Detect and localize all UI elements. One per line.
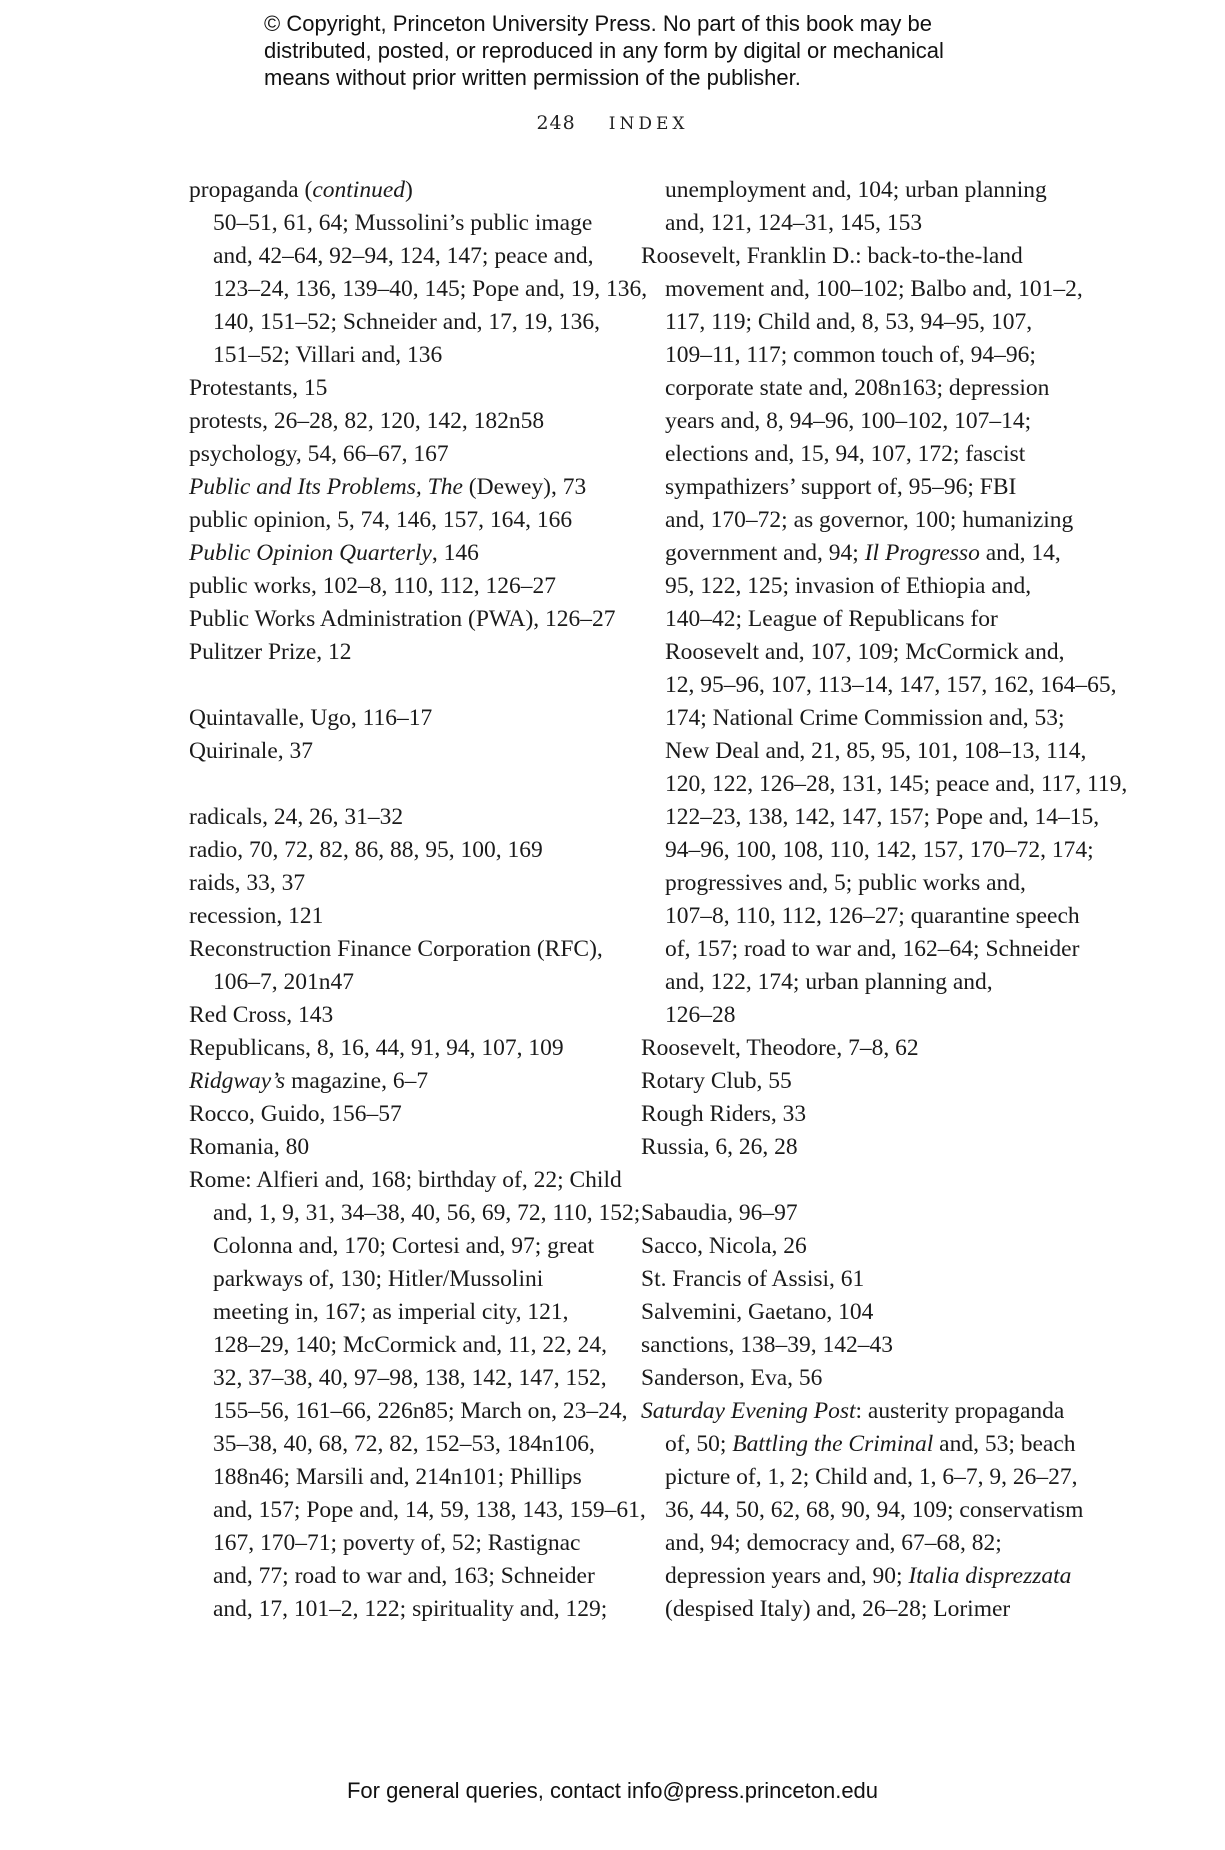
entry-text: government and, 94; — [665, 540, 865, 566]
entry-text: protests, 26–28, 82, 120, 142, 182n58 — [189, 408, 545, 434]
entry-text: public works, 102–8, 110, 112, 126–27 — [189, 573, 557, 599]
entry-text: 12, 95–96, 107, 113–14, 147, 157, 162, 164–65, — [665, 672, 1117, 698]
section-gap — [189, 669, 609, 702]
index-subentry-line — [641, 1560, 1072, 1593]
entry-text: 109–11, 117; common touch of, 94–96; — [665, 342, 1036, 368]
entry-text: 123–24, 136, 139–40, 145; Pope and, 19, 136, — [213, 276, 648, 302]
index-subentry-line — [189, 1296, 609, 1329]
entry-text: Sanderson, Eva, 56 — [641, 1365, 823, 1391]
index-subentry-line — [641, 1428, 1076, 1461]
index-entry — [189, 570, 609, 603]
entry-text: Salvemini, Gaetano, 104 — [641, 1299, 874, 1325]
entry-text: 151–52; Villari and, 136 — [213, 342, 443, 368]
entry-text: 155–56, 161–66, 226n85; March on, 23–24, — [213, 1398, 628, 1424]
index-entry — [641, 240, 1061, 273]
entry-text: 50–51, 61, 64; Mussolini’s public image — [213, 210, 593, 236]
index-entry — [189, 537, 609, 570]
index-entry — [189, 801, 609, 834]
entry-text: New Deal and, 21, 85, 95, 101, 108–13, 114, — [665, 738, 1087, 764]
entry-text: St. Francis of Assisi, 61 — [641, 1266, 865, 1292]
index-subentry-line — [641, 999, 1061, 1032]
index-subentry-line — [641, 603, 1061, 636]
index-subentry-line — [641, 966, 1061, 999]
copyright-line-3: means without prior written permission of the publisher. — [264, 65, 801, 90]
index-entry: propaganda (continued) — [189, 177, 413, 203]
entry-text: Rocco, Guido, 156–57 — [189, 1101, 402, 1127]
entry-text: sanctions, 138–39, 142–43 — [641, 1332, 893, 1358]
entry-text: Romania, 80 — [189, 1134, 310, 1160]
entry-text: and, 170–72; as governor, 100; humanizing — [665, 507, 1074, 533]
entry-text: 36, 44, 50, 62, 68, 90, 94, 109; conservatism — [665, 1497, 1084, 1523]
entry-text: magazine, 6–7 — [285, 1068, 429, 1094]
index-entry — [641, 1065, 1061, 1098]
entry-text: 122–23, 138, 142, 147, 157; Pope and, 14–15, — [665, 804, 1100, 830]
section-gap — [641, 1164, 1061, 1197]
index-subentry-line — [641, 702, 1065, 735]
entry-text: picture of, 1, 2; Child and, 1, 6–7, 9, 26–27, — [665, 1464, 1078, 1490]
index-subentry-line — [641, 900, 1080, 933]
index-subentry-line — [641, 438, 1061, 471]
index-subentry-line — [189, 1428, 609, 1461]
section-gap — [189, 768, 609, 801]
index-subentry-line — [641, 1494, 1084, 1527]
entry-text: and, 77; road to war and, 163; Schneider — [213, 1563, 595, 1589]
copyright-line-1: © Copyright, Princeton University Press. No part of this book may be — [264, 11, 932, 36]
continued-label: continued — [312, 177, 405, 203]
entry-text: and, 17, 101–2, 122; spirituality and, 129; — [213, 1596, 608, 1622]
index-subentry-line — [189, 1263, 609, 1296]
index-subentry-line — [189, 1362, 609, 1395]
entry-text: Rotary Club, 55 — [641, 1068, 792, 1094]
index-entry — [641, 1263, 1061, 1296]
index-subentry-line — [189, 273, 648, 306]
index-subentry-line — [189, 1560, 609, 1593]
index-subentry-line — [189, 339, 609, 372]
italic-title: Saturday Evening Post — [641, 1398, 856, 1424]
entry-text: and, 14, — [979, 540, 1061, 566]
index-entry — [641, 1098, 1061, 1131]
index-subentry-line — [641, 801, 1100, 834]
entry-text: : austerity propaganda — [855, 1398, 1065, 1424]
index-entry — [641, 1296, 1061, 1329]
entry-text: 32, 37–38, 40, 97–98, 138, 142, 147, 152, — [213, 1365, 607, 1391]
entry-text: (despised Italy) and, 26–28; Lorimer — [665, 1596, 1011, 1622]
index-subentry-line — [641, 405, 1061, 438]
index-subentry-line — [641, 207, 1061, 240]
index-subentry-line — [189, 1230, 609, 1263]
entry-text: 174; National Crime Commission and, 53; — [665, 705, 1065, 731]
index-subentry-line — [641, 933, 1080, 966]
entry-text: elections and, 15, 94, 107, 172; fascist — [665, 441, 1026, 467]
index-subentry-line — [641, 273, 1083, 306]
index-column-left — [189, 174, 648, 1626]
index-subentry-line — [641, 471, 1061, 504]
index-subentry-line — [641, 636, 1065, 669]
index-entry — [641, 1032, 1061, 1065]
index-entry — [189, 900, 609, 933]
entry-text: Roosevelt, Theodore, 7–8, 62 — [641, 1035, 919, 1061]
index-subentry-line — [641, 504, 1074, 537]
entry-text: 120, 122, 126–28, 131, 145; peace and, 117, 119, — [665, 771, 1128, 797]
page-number: 248 — [536, 112, 576, 134]
entry-text: Red Cross, 143 — [189, 1002, 334, 1028]
index-subentry-line — [641, 669, 1117, 702]
entry-text: Roosevelt and, 107, 109; McCormick and, — [665, 639, 1065, 665]
index-subentry-line — [189, 306, 609, 339]
index-subentry-line — [641, 174, 1061, 207]
index-subentry-line — [641, 867, 1061, 900]
copyright-line-2: distributed, posted, or reproduced in any form by digital or mechanical — [264, 38, 944, 63]
entry-text: (Dewey), 73 — [462, 474, 587, 500]
entry-text: parkways of, 130; Hitler/Mussolini — [213, 1266, 544, 1292]
index-entry — [189, 867, 609, 900]
entry-text: public opinion, 5, 74, 146, 157, 164, 166 — [189, 507, 573, 533]
index-subentry-line — [641, 1461, 1078, 1494]
index-entry — [641, 1131, 1061, 1164]
entry-text: and, 157; Pope and, 14, 59, 138, 143, 159–61, — [213, 1497, 646, 1523]
entry-text: corporate state and, 208n163; depression — [665, 375, 1050, 401]
entry-text: psychology, 54, 66–67, 167 — [189, 441, 449, 467]
entry-text: 167, 170–71; poverty of, 52; Rastignac — [213, 1530, 581, 1556]
entry-text: unemployment and, 104; urban planning — [665, 177, 1047, 203]
index-column-right — [641, 174, 1128, 1626]
entry-text: Colonna and, 170; Cortesi and, 97; great — [213, 1233, 595, 1259]
index-entry — [189, 1164, 622, 1197]
index-entry — [641, 1362, 1061, 1395]
entry-text: Reconstruction Finance Corporation (RFC), — [189, 936, 603, 962]
italic-title: Ridgway’s — [189, 1068, 286, 1094]
index-subentry-line — [641, 306, 1061, 339]
index-subentry-line — [189, 1329, 609, 1362]
index-entry — [641, 1230, 1061, 1263]
index-entry — [189, 372, 609, 405]
index-entry — [189, 438, 609, 471]
entry-text: Protestants, 15 — [189, 375, 328, 401]
index-subentry-line — [189, 1395, 628, 1428]
entry-text: 107–8, 110, 112, 126–27; quarantine speech — [665, 903, 1080, 929]
entry-text: and, 1, 9, 31, 34–38, 40, 56, 69, 72, 110, 152; — [213, 1200, 641, 1226]
entry-text: radio, 70, 72, 82, 86, 88, 95, 100, 169 — [189, 837, 543, 863]
index-entry — [189, 834, 609, 867]
entry-text: years and, 8, 94–96, 100–102, 107–14; — [665, 408, 1032, 434]
index-entry — [641, 1197, 1061, 1230]
italic-title: Battling the Criminal — [732, 1431, 934, 1457]
entry-text: and, 42–64, 92–94, 124, 147; peace and, — [213, 243, 594, 269]
index-subentry-line — [189, 1593, 609, 1626]
running-head — [0, 112, 1225, 134]
entry-text: movement and, 100–102; Balbo and, 101–2, — [665, 276, 1083, 302]
entry-text: meeting in, 167; as imperial city, 121, — [213, 1299, 569, 1325]
index-entry — [189, 933, 609, 966]
entry-text: and, 122, 174; urban planning and, — [665, 969, 993, 995]
entry-text: radicals, 24, 26, 31–32 — [189, 804, 404, 830]
index-subentry-line — [189, 240, 609, 273]
entry-text: Sacco, Nicola, 26 — [641, 1233, 807, 1259]
footer-contact: For general queries, contact info@press.princeton.edu — [346, 1778, 879, 1803]
index-entry — [189, 735, 609, 768]
entry-text: 117, 119; Child and, 8, 53, 94–95, 107, — [665, 309, 1033, 335]
entry-text: Russia, 6, 26, 28 — [641, 1134, 798, 1160]
entry-text: Pulitzer Prize, 12 — [189, 639, 352, 665]
index-subentry-line — [641, 834, 1094, 867]
entry-text: 188n46; Marsili and, 214n101; Phillips — [213, 1464, 582, 1490]
entry-text: and, 94; democracy and, 67–68, 82; — [665, 1530, 1002, 1556]
entry-text: 94–96, 100, 108, 110, 142, 157, 170–72, 174; — [665, 837, 1094, 863]
italic-title: Public Opinion Quarterly — [189, 540, 432, 566]
entry-term: propaganda — [189, 177, 299, 203]
entry-text: and, 53; beach — [933, 1431, 1076, 1457]
entry-text: Quirinale, 37 — [189, 738, 313, 764]
index-entry — [189, 1131, 609, 1164]
entry-text: 35–38, 40, 68, 72, 82, 152–53, 184n106, — [213, 1431, 595, 1457]
entry-text: progressives and, 5; public works and, — [665, 870, 1026, 896]
entry-text: Roosevelt, Franklin D.: back-to-the-land — [641, 243, 1023, 269]
index-entry — [189, 603, 616, 636]
index-entry — [641, 1395, 1065, 1428]
index-entry — [189, 702, 609, 735]
index-entry — [641, 1329, 1061, 1362]
index-entry — [189, 636, 609, 669]
entry-text: Quintavalle, Ugo, 116–17 — [189, 705, 433, 731]
italic-title: Il Progresso — [864, 540, 980, 566]
index-subentry-line — [189, 207, 609, 240]
index-subentry-line — [641, 735, 1087, 768]
entry-text: Rough Riders, 33 — [641, 1101, 807, 1127]
index-entry — [189, 504, 609, 537]
entry-text: 95, 122, 125; invasion of Ethiopia and, — [665, 573, 1032, 599]
entry-text: 128–29, 140; McCormick and, 11, 22, 24, — [213, 1332, 608, 1358]
entry-text: depression years and, 90; — [665, 1563, 909, 1589]
entry-text: Rome: Alfieri and, 168; birthday of, 22; Child — [189, 1167, 622, 1193]
entry-text: Public Works Administration (PWA), 126–27 — [189, 606, 616, 632]
entry-text: 140, 151–52; Schneider and, 17, 19, 136, — [213, 309, 601, 335]
copyright-notice — [264, 10, 1024, 91]
index-subentry-line — [189, 966, 609, 999]
index-entry — [189, 1032, 609, 1065]
index-entry — [189, 405, 609, 438]
index-subentry-line — [641, 1527, 1061, 1560]
index-entry — [189, 471, 609, 504]
italic-title: Italia disprezzata — [908, 1563, 1072, 1589]
index-subentry-line — [641, 537, 1061, 570]
index-subentry-line — [641, 570, 1061, 603]
index-subentry-line — [641, 372, 1061, 405]
index-entry — [189, 1098, 609, 1131]
entry-text: 106–7, 201n47 — [213, 969, 354, 995]
index-subentry-line — [189, 1461, 609, 1494]
entry-text: recession, 121 — [189, 903, 324, 929]
italic-title: Public and Its Problems, The — [189, 474, 463, 500]
entry-text: Sabaudia, 96–97 — [641, 1200, 798, 1226]
section-title: INDEX — [608, 114, 689, 134]
index-subentry-line — [189, 1197, 641, 1230]
entry-text: sympathizers’ support of, 95–96; FBI — [665, 474, 1017, 500]
index-entry — [189, 999, 609, 1032]
entry-text: of, 50; — [665, 1431, 733, 1457]
index-entry — [189, 1065, 609, 1098]
entry-text: 140–42; League of Republicans for — [665, 606, 998, 632]
index-subentry-line — [189, 1527, 609, 1560]
entry-text: and, 121, 124–31, 145, 153 — [665, 210, 923, 236]
entry-text: , 146 — [431, 540, 479, 566]
index-subentry-line — [641, 339, 1061, 372]
entry-text: of, 157; road to war and, 162–64; Schneider — [665, 936, 1080, 962]
index-subentry-line — [189, 1494, 646, 1527]
entry-text: 126–28 — [665, 1002, 736, 1028]
entry-text: Republicans, 8, 16, 44, 91, 94, 107, 109 — [189, 1035, 564, 1061]
entry-text: raids, 33, 37 — [189, 870, 306, 896]
index-subentry-line — [641, 1593, 1061, 1626]
index-subentry-line — [641, 768, 1128, 801]
